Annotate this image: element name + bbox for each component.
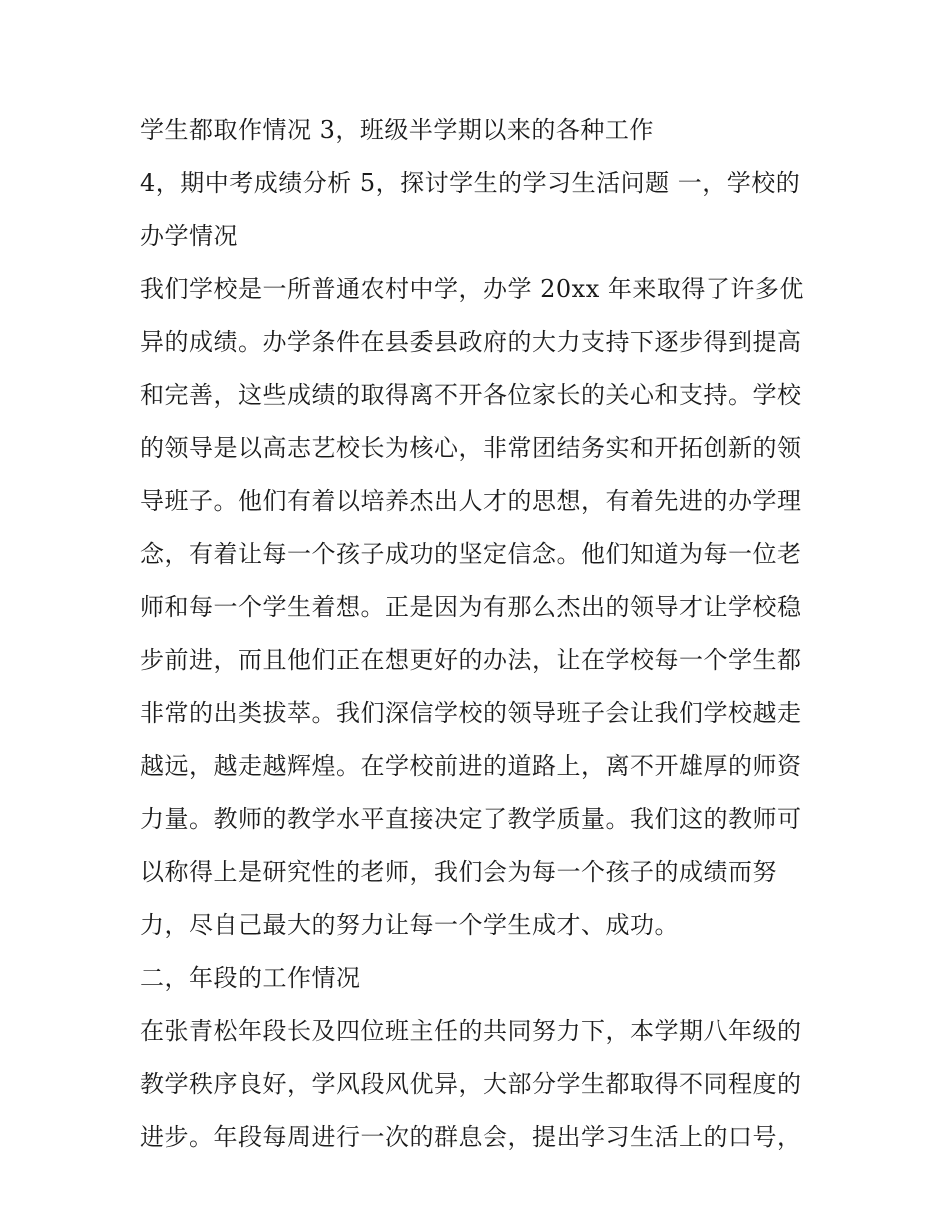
section-heading: 二，年段的工作情况 (140, 964, 361, 992)
text-line: 导班子。他们有着以培养杰出人才的思想，有着先进的办学理 (140, 487, 802, 515)
text-line: 念，有着让每一个孩子成功的坚定信念。他们知道为每一位老 (140, 540, 802, 568)
text-line: 力量。教师的教学水平直接决定了教学质量。我们这的教师可 (140, 805, 802, 833)
document-body (140, 104, 820, 1164)
text-line: 的领导是以高志艺校长为核心，非常团结务实和开拓创新的领 (140, 434, 802, 462)
text-line: 越远，越走越辉煌。在学校前进的道路上，离不开雄厚的师资 (140, 752, 802, 780)
text-line: 力，尽自己最大的努力让每一个学生成才、成功。 (140, 911, 679, 939)
text-line: 进步。年段每周进行一次的群息会，提出学习生活上的口号， (140, 1123, 802, 1151)
text-line: 学生都取作情况 3，班级半学期以来的各种工作 (140, 116, 654, 144)
text-line: 师和每一个学生着想。正是因为有那么杰出的领导才让学校稳 (140, 593, 802, 621)
text-line: 非常的出类拔萃。我们深信学校的领导班子会让我们学校越走 (140, 699, 802, 727)
text-line: 我们学校是一所普通农村中学，办学 20xx 年来取得了许多优 (140, 275, 804, 303)
section-heading: 办学情况 (140, 222, 238, 250)
text-line: 在张青松年段长及四位班主任的共同努力下，本学期八年级的 (140, 1017, 802, 1045)
text-line: 和完善，这些成绩的取得离不开各位家长的关心和支持。学校 (140, 381, 802, 409)
text-line: 步前进，而且他们正在想更好的办法，让在学校每一个学生都 (140, 646, 802, 674)
text-line: 4，期中考成绩分析 5，探讨学生的学习生活问题 一，学校的 (140, 169, 801, 197)
text-line: 异的成绩。办学条件在县委县政府的大力支持下逐步得到提高 (140, 328, 802, 356)
text-line: 以称得上是研究性的老师，我们会为每一个孩子的成绩而努 (140, 858, 777, 886)
text-line: 教学秩序良好，学风段风优异，大部分学生都取得不同程度的 (140, 1070, 802, 1098)
